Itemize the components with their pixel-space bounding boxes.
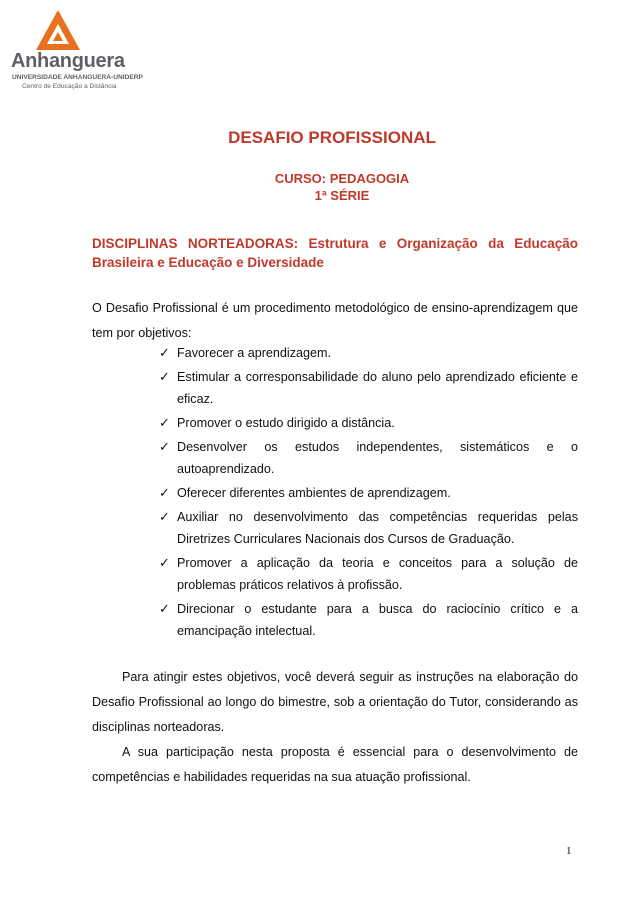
objectives-list xyxy=(159,342,578,642)
series-heading: 1ª SÉRIE xyxy=(314,188,370,203)
checkmark-icon: ✓ xyxy=(159,345,170,360)
list-item xyxy=(159,552,578,596)
document-title: DESAFIO PROFISSIONAL xyxy=(228,128,436,147)
objective-text: Promover o estudo dirigido a distância. xyxy=(177,416,395,430)
page-number: 1 xyxy=(566,845,572,857)
checkmark-icon: ✓ xyxy=(159,439,170,454)
list-item xyxy=(159,412,578,434)
objective-text: Auxiliar no desenvolvimento das competências requeridas pelas Diretrizes Curriculares Nacionais dos Cursos de Graduação. xyxy=(177,510,578,546)
logo-name: Anhanguera xyxy=(11,50,125,72)
anhanguera-triangle-icon xyxy=(36,10,80,50)
checkmark-icon: ✓ xyxy=(159,369,170,384)
objective-text: Desenvolver os estudos independentes, sistemáticos e o autoaprendizado. xyxy=(177,440,578,476)
checkmark-icon: ✓ xyxy=(159,415,170,430)
logo-university: UNIVERSIDADE ANHANGUERA-UNIDERP xyxy=(12,74,143,81)
objective-text: Promover a aplicação da teoria e conceitos para a solução de problemas práticos relativos à profissão. xyxy=(177,556,578,592)
list-item xyxy=(159,598,578,642)
checkmark-icon: ✓ xyxy=(159,509,170,524)
objective-text: Estimular a corresponsabilidade do aluno pelo aprendizado eficiente e eficaz. xyxy=(177,370,578,406)
disciplines-heading: DISCIPLINAS NORTEADORAS: Estrutura e Organização da Educação Brasileira e Educação e Diversidade xyxy=(92,236,578,270)
checkmark-icon: ✓ xyxy=(159,555,170,570)
list-item xyxy=(159,436,578,480)
intro-paragraph: O Desafio Profissional é um procedimento metodológico de ensino-aprendizagem que tem por objetivos: xyxy=(92,301,578,340)
checkmark-icon: ✓ xyxy=(159,485,170,500)
checkmark-icon: ✓ xyxy=(159,601,170,616)
course-heading: CURSO: PEDAGOGIA xyxy=(274,171,410,186)
list-item xyxy=(159,342,578,364)
objective-text: Oferecer diferentes ambientes de aprendizagem. xyxy=(177,486,451,500)
list-item xyxy=(159,506,578,550)
objective-text: Direcionar o estudante para a busca do raciocínio crítico e a emancipação intelectual. xyxy=(177,602,578,638)
list-item xyxy=(159,482,578,504)
objective-text: Favorecer a aprendizagem. xyxy=(177,346,332,360)
instructions-paragraph: Para atingir estes objetivos, você deverá seguir as instruções na elaboração do Desafio Profissional ao longo do bimestre, sob a orientação do Tutor, considerando as disciplinas norteadoras. xyxy=(92,670,578,734)
anhanguera-logo xyxy=(10,10,143,92)
logo-center: Centro de Educação a Distância xyxy=(22,83,117,90)
participation-paragraph: A sua participação nesta proposta é essencial para o desenvolvimento de competências e habilidades requeridas na sua atuação profissional. xyxy=(92,745,578,784)
list-item xyxy=(159,366,578,410)
